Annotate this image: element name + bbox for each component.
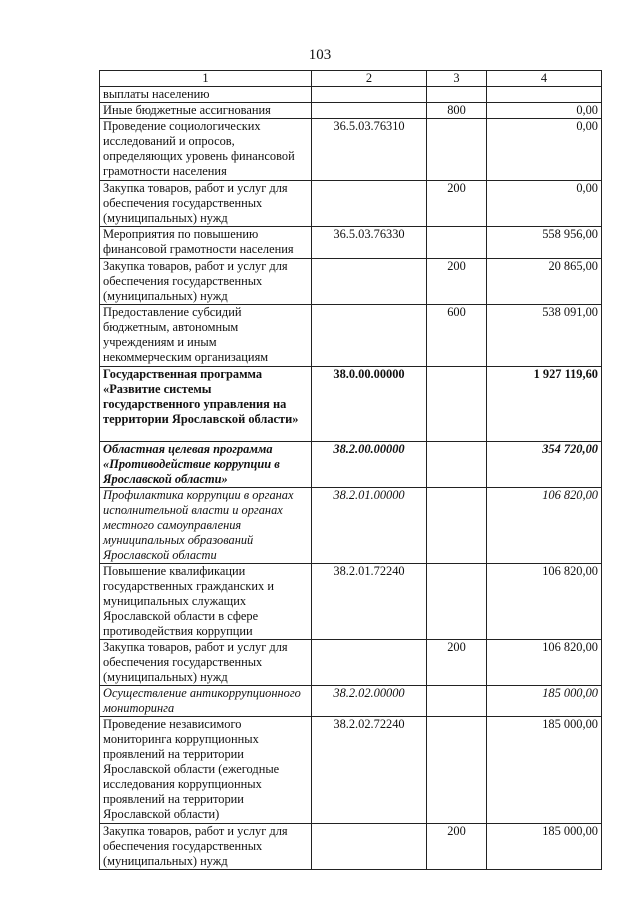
row-sum-cell [487, 87, 602, 103]
row-type-cell: 200 [427, 181, 487, 227]
table-row [100, 367, 602, 442]
header-col-2: 2 [312, 71, 427, 87]
row-code-cell [312, 87, 427, 103]
row-type-cell [427, 488, 487, 564]
row-sum-cell: 1 927 119,60 [487, 367, 602, 442]
row-name-cell: Областная целевая программа «Противодействие коррупции в Ярославской области» [100, 442, 312, 488]
table-header-row [100, 71, 602, 87]
row-type-cell [427, 227, 487, 259]
page-number: 103 [308, 47, 332, 63]
row-type-cell [427, 119, 487, 181]
table-row [100, 103, 602, 119]
row-type-cell: 800 [427, 103, 487, 119]
row-sum-cell: 0,00 [487, 119, 602, 181]
row-code-cell [312, 640, 427, 686]
row-code-cell: 38.2.01.72240 [312, 564, 427, 640]
row-sum-cell: 20 865,00 [487, 259, 602, 305]
table-row [100, 305, 602, 367]
row-sum-cell: 185 000,00 [487, 824, 602, 870]
table-body [100, 87, 602, 870]
table-row [100, 442, 602, 488]
row-code-cell: 38.2.02.00000 [312, 686, 427, 717]
row-code-cell: 38.2.02.72240 [312, 717, 427, 824]
row-code-cell [312, 824, 427, 870]
row-code-cell: 36.5.03.76310 [312, 119, 427, 181]
row-code-cell: 38.2.01.00000 [312, 488, 427, 564]
table-row [100, 717, 602, 824]
row-type-cell [427, 564, 487, 640]
header-col-1: 1 [100, 71, 312, 87]
table-row [100, 488, 602, 564]
row-type-cell: 200 [427, 259, 487, 305]
row-code-cell [312, 259, 427, 305]
row-type-cell [427, 686, 487, 717]
row-name-cell: Мероприятия по повышению финансовой грамотности населения [100, 227, 312, 259]
row-name-cell: Иные бюджетные ассигнования [100, 103, 312, 119]
table-row [100, 227, 602, 259]
row-type-cell: 600 [427, 305, 487, 367]
row-type-cell: 200 [427, 824, 487, 870]
row-sum-cell: 0,00 [487, 181, 602, 227]
row-sum-cell: 106 820,00 [487, 488, 602, 564]
table-row [100, 87, 602, 103]
row-code-cell: 38.0.00.00000 [312, 367, 427, 442]
row-name-cell: Профилактика коррупции в органах исполнительной власти и органах местного самоуправления муниципальных образований Ярославской области [100, 488, 312, 564]
row-sum-cell: 185 000,00 [487, 717, 602, 824]
row-type-cell [427, 367, 487, 442]
table-row [100, 686, 602, 717]
table-row [100, 181, 602, 227]
header-col-4: 4 [487, 71, 602, 87]
row-sum-cell: 106 820,00 [487, 564, 602, 640]
row-name-cell: Проведение социологических исследований и опросов, определяющих уровень финансовой грамотности населения [100, 119, 312, 181]
row-name-cell: Закупка товаров, работ и услуг для обеспечения государственных (муниципальных) нужд [100, 640, 312, 686]
row-name-cell: Повышение квалификации государственных гражданских и муниципальных служащих Ярославской области в сфере противодействия коррупции [100, 564, 312, 640]
table-row [100, 564, 602, 640]
row-code-cell [312, 181, 427, 227]
row-name-cell: Закупка товаров, работ и услуг для обеспечения государственных (муниципальных) нужд [100, 181, 312, 227]
row-name-cell: Государственная программа «Развитие системы государственного управления на территории Ярославской области» [100, 367, 312, 442]
table-row [100, 259, 602, 305]
row-sum-cell: 538 091,00 [487, 305, 602, 367]
row-name-cell: Закупка товаров, работ и услуг для обеспечения государственных (муниципальных) нужд [100, 259, 312, 305]
table-row [100, 640, 602, 686]
row-sum-cell: 185 000,00 [487, 686, 602, 717]
row-name-cell: выплаты населению [100, 87, 312, 103]
budget-table [99, 70, 602, 870]
row-name-cell: Проведение независимого мониторинга коррупционных проявлений на территории Ярославской области (ежегодные исследования коррупционных проявлений на территории Ярославской области) [100, 717, 312, 824]
header-col-3: 3 [427, 71, 487, 87]
row-code-cell: 36.5.03.76330 [312, 227, 427, 259]
row-sum-cell: 558 956,00 [487, 227, 602, 259]
row-type-cell [427, 87, 487, 103]
row-sum-cell: 106 820,00 [487, 640, 602, 686]
row-type-cell: 200 [427, 640, 487, 686]
table-row [100, 119, 602, 181]
row-name-cell: Закупка товаров, работ и услуг для обеспечения государственных (муниципальных) нужд [100, 824, 312, 870]
row-code-cell: 38.2.00.00000 [312, 442, 427, 488]
row-code-cell [312, 305, 427, 367]
row-type-cell [427, 717, 487, 824]
row-code-cell [312, 103, 427, 119]
row-sum-cell: 354 720,00 [487, 442, 602, 488]
row-type-cell [427, 442, 487, 488]
row-sum-cell: 0,00 [487, 103, 602, 119]
row-name-cell: Предоставление субсидий бюджетным, автономным учреждениям и иным некоммерческим организациям [100, 305, 312, 367]
row-name-cell: Осуществление антикоррупционного мониторинга [100, 686, 312, 717]
table-row [100, 824, 602, 870]
